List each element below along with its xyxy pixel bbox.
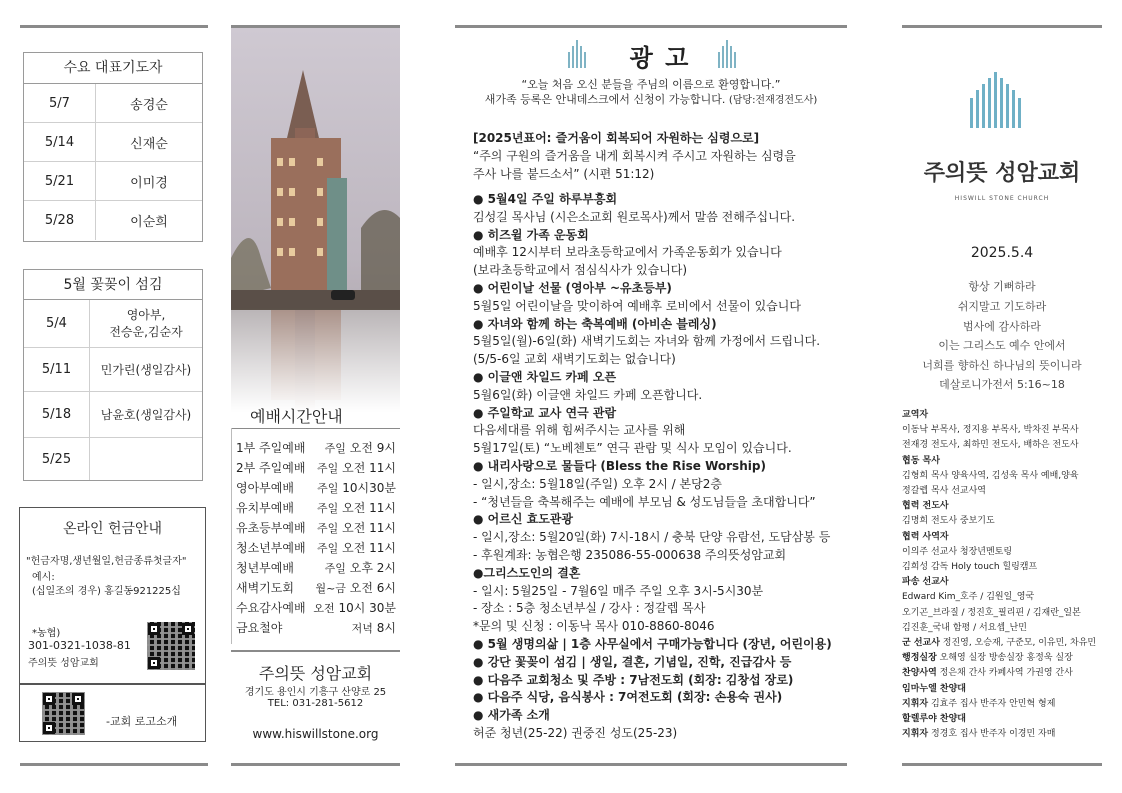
- bottom-rule: [455, 763, 847, 766]
- schedule-name: 1부 주일예배: [236, 440, 306, 455]
- announcement-line: *문의 및 신청 : 이동낙 목사 010-8860-8046: [473, 619, 715, 634]
- announcements-title: 광 고: [629, 44, 691, 72]
- table-cell-name: 이순희: [130, 215, 168, 230]
- staff-names: 정갈렙 목사 선교사역: [902, 486, 986, 496]
- announcement-heading: ● 5월 생명의삶 | 1층 사무실에서 구매가능합니다 (장년, 어린이용): [473, 637, 832, 651]
- motto-line: 주사 나를 붙드소서” (시편 51:12): [473, 167, 655, 181]
- schedule-time: 오전 9시: [349, 440, 396, 455]
- table-cell-name: [90, 438, 202, 480]
- table-cell-name: 영아부, 전승운,김순자: [90, 300, 202, 348]
- announcement-line: - “청년들을 축복해주는 예배에 부모님 & 성도님들을 초대합니다”: [473, 494, 816, 509]
- schedule-name: 2부 주일예배: [236, 460, 306, 475]
- announcement-heading: ●그리스도인의 결혼: [473, 565, 581, 580]
- staff-line: [902, 575, 1112, 590]
- church-tel: TEL: 031-281-5612: [267, 698, 364, 709]
- church-logo-name: 주의뜻 성암교회: [923, 161, 1081, 186]
- logo-intro-box: [19, 684, 206, 742]
- schedule-row: [236, 437, 396, 457]
- online-offering-box: [19, 507, 206, 684]
- logo-intro-qr-code[interactable]: [42, 692, 85, 735]
- staff-line: [902, 712, 1112, 727]
- staff-names: 오기곤_브라질 / 정진호_필리핀 / 김재란_일본: [902, 607, 1081, 618]
- schedule-time: 오전 6시: [349, 580, 396, 595]
- schedule-name: 유치부예배: [236, 500, 294, 515]
- table-cell-date: 5/28: [24, 201, 96, 240]
- schedule-time: 8시: [376, 620, 396, 635]
- staff-line: [902, 454, 1112, 469]
- staff-line: [902, 438, 1112, 453]
- announcement-line: - 장소 : 5층 청소년부실 / 강사 : 정갈렙 목사: [473, 601, 706, 616]
- schedule-day: 주일: [317, 541, 339, 555]
- announcement-heading: ● 내리사랑으로 물들다 (Bless the Rise Worship): [473, 459, 766, 473]
- offering-example: (십일조의 경우) 홍길동921225십: [32, 586, 181, 597]
- announcement-line: - 일시,장소: 5월18일(주일) 오후 2시 / 본당2층: [473, 476, 722, 491]
- offering-note: "헌금자명,생년월일,헌금종류첫글자": [26, 556, 187, 567]
- schedule-row: [236, 497, 396, 517]
- staff-names: 이동낙 부목사, 정지용 부목사, 박차진 부목사: [902, 425, 1079, 436]
- schedule-time: 10시30분: [342, 480, 396, 495]
- announcement-heading: ● 새가족 소개: [473, 708, 550, 723]
- verse-line: 너희를 향하신 하나님의 뜻이니라: [922, 359, 1082, 372]
- schedule-time: 오전 11시: [342, 500, 396, 515]
- schedule-row: [236, 617, 396, 637]
- schedule-day: 주일: [324, 441, 346, 455]
- schedule-day: 주일: [317, 501, 339, 515]
- schedule-bottom-divider: [231, 650, 400, 652]
- wed-prayer-title: 수요 대표기도자: [24, 53, 202, 84]
- table-cell-name: 송경순: [96, 84, 202, 123]
- schedule-divider-vertical: [231, 428, 232, 644]
- schedule-name: 유초등부예배: [236, 520, 306, 535]
- staff-line: [902, 469, 1112, 484]
- top-rule: [902, 25, 1102, 28]
- staff-role: 협력 전도사: [902, 501, 949, 512]
- schedule-row: [236, 597, 396, 617]
- staff-line: [902, 621, 1112, 636]
- welcome-text: “오늘 처음 오신 분들을 주님의 이름으로 환영합니다.”: [521, 78, 781, 91]
- table-cell-date: 5/14: [24, 123, 96, 162]
- staff-names: Edward Kim_호주 / 김원일_영국: [902, 592, 1035, 603]
- schedule-name: 영아부예배: [236, 480, 294, 495]
- staff-role: 협동 목사: [902, 455, 940, 466]
- wed-prayer-table: [23, 52, 203, 242]
- offering-qr-code[interactable]: [147, 622, 195, 670]
- pipe-organ-icon: [568, 40, 586, 68]
- staff-names: 오해영 실장 방송실장 홍정욱 실장: [936, 653, 1073, 664]
- announcement-line: - 일시: 5월25일 - 7월6일 매주 주일 오후 3시-5시30분: [473, 583, 764, 598]
- register-text: 새가족 등록은 안내데스크에서 신청이 가능합니다.: [484, 93, 726, 106]
- schedule-day: 저녁: [351, 621, 373, 635]
- staff-role: 임마누엘 찬양대: [902, 683, 966, 694]
- account-holder: 주의뜻 성암교회: [28, 658, 99, 669]
- bulletin-date: 2025.5.4: [970, 245, 1034, 261]
- schedule-name: 수요감사예배: [236, 600, 306, 615]
- register-line: [455, 91, 847, 107]
- register-note: (담당:전재경전도사): [728, 95, 818, 106]
- schedule-day: 주일: [317, 461, 339, 475]
- table-cell-date: 5/7: [24, 84, 96, 123]
- staff-role: 교역자: [902, 410, 929, 420]
- staff-names: 김명희 전도사 중보기도: [902, 516, 995, 527]
- verse-line: 이는 그리스도 예수 안에서: [938, 339, 1066, 352]
- staff-role: 찬양사역: [902, 668, 937, 679]
- schedule-day: 오전: [313, 601, 335, 615]
- staff-role: 지휘자: [902, 698, 929, 709]
- bottom-rule: [20, 763, 208, 766]
- schedule-row: [236, 537, 396, 557]
- schedule-time: 오전 11시: [342, 540, 396, 555]
- staff-names: 정진영, 오승재, 구준모, 이유민, 차유민: [939, 638, 1097, 648]
- church-building-photo: [231, 28, 400, 412]
- announcement-heading: ● 히즈윌 가족 운동회: [473, 227, 589, 242]
- announcement-heading: ● 강단 꽃꽂이 섬김 | 생일, 결혼, 기념일, 진학, 진급감사 등: [473, 654, 792, 669]
- verse-line: 범사에 감사하라: [963, 320, 1041, 333]
- staff-line: [902, 666, 1112, 681]
- announcement-line: 5월17일(토) “노베첸토” 연극 관람 및 식사 모임이 있습니다.: [473, 441, 792, 456]
- staff-line: [902, 651, 1112, 666]
- church-logo: [968, 72, 1024, 128]
- schedule-day: 주일: [317, 521, 339, 535]
- schedule-day: 주일: [324, 561, 346, 575]
- announcement-heading: ● 다음주 식당, 음식봉사 : 7여전도회 (회장: 손용숙 권사): [473, 690, 783, 705]
- table-cell-date: 5/25: [24, 438, 90, 480]
- schedule-row: [236, 477, 396, 497]
- announcement-heading: ● 어르신 효도관광: [473, 512, 573, 527]
- motto-title: [2025년표어: 즐거움이 회복되어 자원하는 심령으로]: [473, 131, 760, 145]
- table-cell-name: 민가린(생일감사): [90, 348, 202, 392]
- staff-line: [902, 545, 1112, 560]
- table-cell-date: 5/11: [24, 348, 90, 392]
- announcement-line: - 일시,장소: 5월20일(화) 7시-18시 / 충북 단양 유람선, 도담삼봉 등: [473, 530, 831, 545]
- table-cell-date: 5/18: [24, 392, 90, 438]
- schedule-row: [236, 517, 396, 537]
- staff-names: 김희성 감독 Holy touch 힐링캠프: [902, 562, 1038, 572]
- motto-line: “주의 구원의 즐거움을 내게 회복시켜 주시고 자원하는 심령을: [473, 149, 796, 163]
- table-cell-name: 남윤호(생일감사): [90, 392, 202, 438]
- schedule-name: 청소년부예배: [236, 540, 306, 555]
- announcement-line: 허준 청년(25-22) 권중진 성도(25-23): [473, 726, 678, 740]
- staff-line: [902, 484, 1112, 499]
- announcement-line: - 후원계좌: 농협은행 235086-55-000638 주의뜻성암교회: [473, 548, 787, 562]
- schedule-divider: [231, 428, 400, 429]
- top-rule: [455, 25, 847, 28]
- schedule-row: [236, 457, 396, 477]
- staff-line: [902, 408, 1112, 423]
- schedule-time: 오전 11시: [342, 460, 396, 475]
- announcement-heading: ● 이글앤 차일드 카페 오픈: [473, 370, 617, 384]
- bottom-rule: [231, 763, 400, 766]
- staff-names: 이의주 선교사 청장년멘토링: [902, 546, 1013, 557]
- schedule-name: 금요철야: [236, 620, 283, 635]
- schedule-time: 오전 11시: [342, 520, 396, 535]
- staff-role: 행정실장: [902, 653, 937, 664]
- church-website[interactable]: www.hiswillstone.org: [252, 727, 379, 741]
- staff-line: [902, 423, 1112, 438]
- announcement-heading: ● 5월4일 주일 하루부흥회: [473, 192, 618, 206]
- announcement-line: 5월6일(화) 이글앤 차일드 카페 오픈합니다.: [473, 387, 703, 402]
- staff-line: [902, 697, 1112, 712]
- offering-example-label: 예시:: [32, 572, 55, 583]
- church-english-name: HISWILL STONE CHURCH: [954, 195, 1050, 202]
- announcement-heading: ● 다음주 교회청소 및 주방 : 7남전도회 (회장: 김창섭 장로): [473, 672, 794, 687]
- staff-line: [902, 590, 1112, 605]
- announcement-heading: ● 주일학교 교사 연극 관람: [473, 405, 617, 420]
- verse-line: 항상 기뻐하라: [968, 280, 1036, 293]
- staff-role: 할렐루야 찬양대: [902, 714, 966, 724]
- schedule-title: 예배시간안내: [250, 407, 343, 426]
- schedule-day: 주일: [317, 481, 339, 495]
- staff-names: 정은채 간사 카페사역 가권영 간사: [936, 668, 1073, 679]
- table-cell-name: 이미경: [96, 162, 202, 201]
- staff-line: [902, 727, 1112, 742]
- schedule-row: [236, 577, 396, 597]
- bank-label: *농협): [32, 628, 61, 639]
- table-cell-date: 5/21: [24, 162, 96, 201]
- church-address: 경기도 용인시 기흥구 산양로 25: [244, 687, 387, 698]
- verse-line: 쉬지말고 기도하라: [957, 300, 1047, 313]
- staff-line: [902, 606, 1112, 621]
- verse-reference: 데살로니가전서 5:16~18: [939, 378, 1065, 391]
- staff-role: 협력 사역자: [902, 531, 949, 542]
- staff-names: 정경호 집사 반주자 이경민 자매: [928, 729, 1056, 740]
- staff-line: [902, 530, 1112, 545]
- staff-line: [902, 499, 1112, 514]
- schedule-name: 새벽기도회: [236, 580, 294, 595]
- top-rule: [20, 25, 208, 28]
- announcement-heading: ● 자녀와 함께 하는 축복예배 (아비손 블레싱): [473, 316, 717, 331]
- schedule-row: [236, 557, 396, 577]
- staff-line: [902, 682, 1112, 697]
- bottom-rule: [902, 763, 1102, 766]
- schedule-time: 10시 30분: [338, 600, 396, 615]
- announcement-line: 5월5일(월)-6일(화) 새벽기도회는 자녀와 함께 가정에서 드립니다.: [473, 334, 821, 349]
- staff-names: 김진훈_국내 함평 / 서요셉_난민: [902, 622, 1027, 633]
- offering-title: 온라인 헌금안내: [62, 521, 163, 537]
- staff-names: 전재경 전도사, 최하민 전도사, 배하은 전도사: [902, 440, 1079, 451]
- church-name: 주의뜻 성암교회: [258, 664, 373, 683]
- announcement-line: (5/5-6일 교회 새벽기도회는 없습니다): [473, 352, 676, 367]
- schedule-time: 오후 2시: [349, 560, 396, 575]
- staff-line: [902, 636, 1112, 651]
- table-cell-date: 5/4: [24, 300, 90, 348]
- staff-names: 김형희 목사 양육사역, 김성욱 목사 예배,양육: [902, 470, 1079, 481]
- staff-line: [902, 514, 1112, 529]
- staff-role: 지휘자: [902, 729, 929, 740]
- announcement-line: 김성길 목사님 (시은소교회 원로목사)께서 말씀 전해주십니다.: [473, 209, 796, 224]
- announcement-line: (보라초등학교에서 점심식사가 있습니다): [473, 263, 688, 278]
- logo-intro-label: -교회 로고소개: [106, 715, 178, 728]
- schedule-day: 월~금: [315, 581, 346, 595]
- staff-names: 김효주 집사 반주자 안민혁 형제: [928, 698, 1056, 709]
- flower-title: 5월 꽃꽂이 섬김: [24, 270, 202, 300]
- table-cell-name: 신재순: [96, 123, 202, 162]
- account-number: 301-0321-1038-81: [28, 639, 131, 652]
- staff-role: 군 선교사: [902, 638, 940, 648]
- announcement-heading: ● 어린이날 선물 (영아부 ~유초등부): [473, 281, 672, 295]
- announcement-line: 다음세대를 위해 힘써주시는 교사를 위해: [473, 423, 686, 438]
- announcement-line: 5월5일 어린이날을 맞이하여 예배후 로비에서 선물이 있습니다: [473, 298, 801, 313]
- flower-table: [23, 269, 203, 481]
- staff-role: 파송 선교사: [902, 577, 949, 588]
- staff-line: [902, 560, 1112, 575]
- schedule-name: 청년부예배: [236, 560, 294, 575]
- pipe-organ-icon: [718, 40, 736, 68]
- announcement-line: 예배후 12시부터 보라초등학교에서 가족운동회가 있습니다: [473, 245, 782, 260]
